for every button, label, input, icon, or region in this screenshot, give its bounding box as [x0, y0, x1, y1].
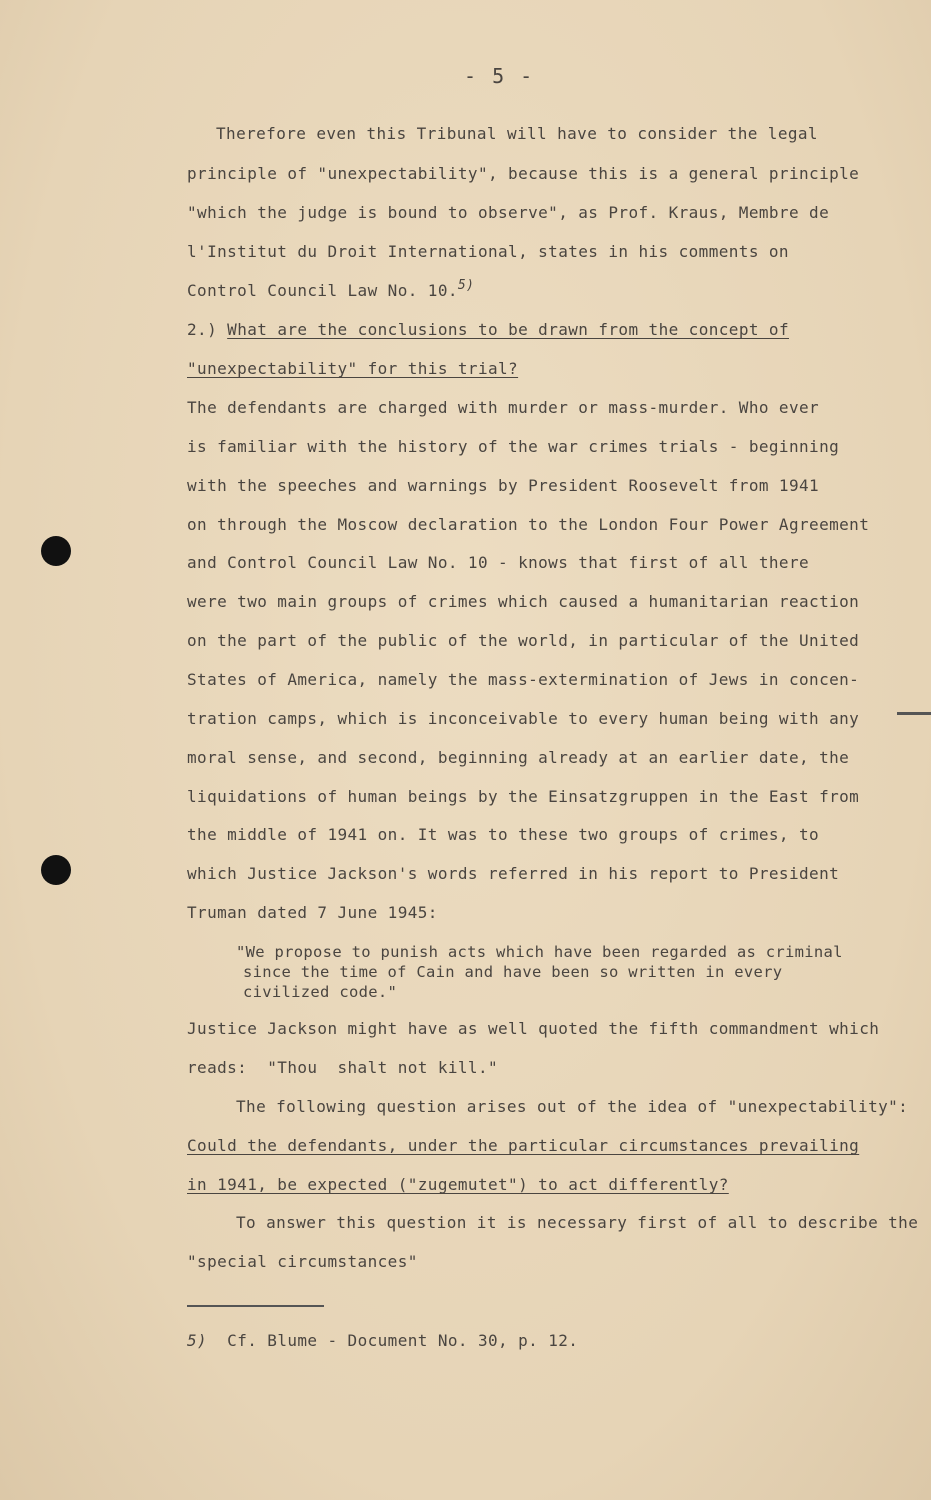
text-line: the middle of 1941 on. It was to these two groups of crimes, to	[187, 825, 820, 844]
text-line: The defendants are charged with murder or mass-murder. Who ever	[187, 398, 820, 417]
text-line: Therefore even this Tribunal will have to consider the legal	[216, 124, 818, 143]
text-line: To answer this question it is necessary first of all to describe the	[236, 1213, 919, 1232]
footnote-divider	[187, 1305, 324, 1307]
text-line: with the speeches and warnings by President Roosevelt from 1941	[187, 476, 820, 495]
text-line: States of America, namely the mass-extermination of Jews in concen-	[187, 670, 860, 689]
text-line-content: Control Council Law No. 10.	[187, 281, 458, 300]
text-line: "which the judge is bound to observe", as Prof. Kraus, Membre de	[187, 203, 830, 222]
edge-mark	[897, 712, 931, 715]
heading-number: 2.)	[187, 320, 218, 339]
text-line: principle of "unexpectability", because this is a general principle	[187, 164, 860, 183]
footnote-mark: 5)	[187, 1331, 208, 1350]
text-line	[187, 278, 475, 303]
text-line: liquidations of human beings by the Einsatzgruppen in the East from	[187, 787, 860, 806]
text-line: Truman dated 7 June 1945:	[187, 903, 438, 922]
text-line: on through the Moscow declaration to the London Four Power Agreement	[187, 515, 870, 534]
text-line: were two main groups of crimes which caused a humanitarian reaction	[187, 592, 860, 611]
footnote-reference: 5)	[457, 278, 475, 293]
heading-line: "unexpectability" for this trial?	[187, 359, 519, 378]
text-line: "special circumstances"	[187, 1252, 418, 1271]
punch-hole	[41, 855, 71, 885]
heading-line	[187, 320, 789, 340]
question-line: Could the defendants, under the particular circumstances prevailing	[187, 1136, 860, 1155]
text-line: moral sense, and second, beginning already at an earlier date, the	[187, 748, 850, 767]
question-line: in 1941, be expected ("zugemutet") to act differently?	[187, 1175, 729, 1194]
heading-text: What are the conclusions to be drawn from the concept of	[227, 320, 789, 339]
text-line: which Justice Jackson's words referred in his report to President	[187, 864, 840, 883]
text-line: tration camps, which is inconceivable to every human being with any	[187, 709, 860, 728]
quote-line: since the time of Cain and have been so written in every	[243, 963, 783, 981]
footnote	[187, 1331, 578, 1351]
text-line: l'Institut du Droit International, states in his comments on	[187, 242, 789, 261]
footnote-text: Cf. Blume - Document No. 30, p. 12.	[227, 1331, 579, 1350]
text-line: on the part of the public of the world, in particular of the United	[187, 631, 860, 650]
text-line: reads: "Thou shalt not kill."	[187, 1058, 499, 1077]
text-line: is familiar with the history of the war crimes trials - beginning	[187, 437, 840, 456]
page-number: - 5 -	[464, 64, 535, 88]
text-line: Justice Jackson might have as well quoted the fifth commandment which	[187, 1019, 880, 1038]
text-line: and Control Council Law No. 10 - knows that first of all there	[187, 553, 810, 572]
quote-line: "We propose to punish acts which have been regarded as criminal	[236, 943, 843, 961]
quote-line: civilized code."	[243, 983, 398, 1001]
text-line: The following question arises out of the idea of "unexpectability":	[236, 1097, 909, 1116]
punch-hole	[41, 536, 71, 566]
